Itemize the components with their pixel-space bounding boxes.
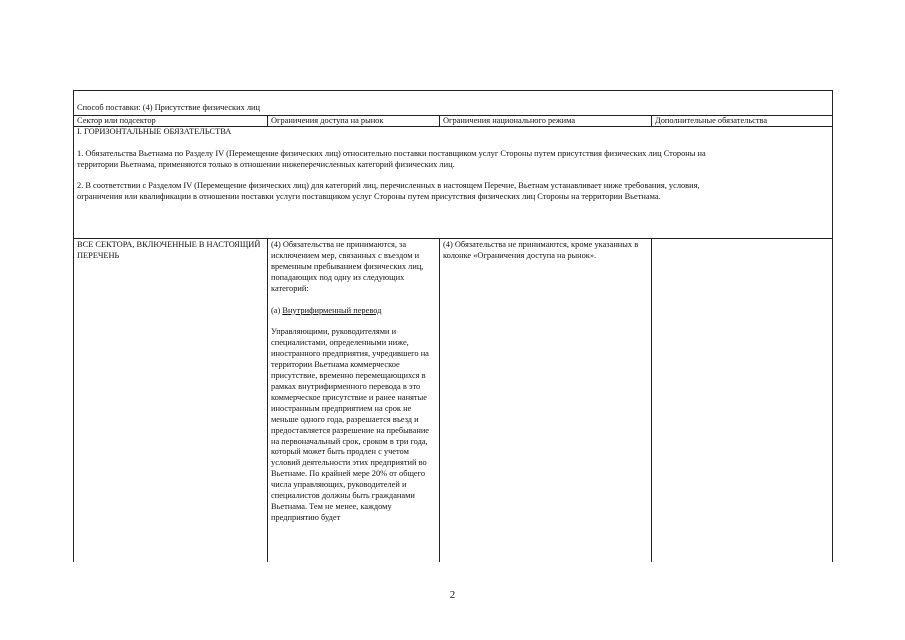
horizontal-commitments-section (74, 127, 832, 239)
page-number: 2 (449, 589, 456, 601)
horizontal-commitments-title: I. ГОРИЗОНТАЛЬНЫЕ ОБЯЗАТЕЛЬСТВА (77, 127, 232, 136)
subheading-prefix: (а) (271, 305, 283, 315)
mode-of-supply-row (74, 91, 832, 116)
sector-cell (74, 239, 268, 562)
horizontal-paragraph-1 (77, 149, 829, 171)
column-header-market-access: Ограничения доступа на рынок (268, 116, 440, 126)
all-sectors-row (74, 239, 832, 562)
paragraph-line: ограничения или квалификации в отношении поставки услуги поставщиком услуг Стороны путем присутствия физических лиц Стороны на территории Вьетнама. (77, 192, 661, 202)
national-treatment-cell (440, 239, 652, 562)
intra-corporate-transfer-heading (271, 306, 436, 317)
column-header-national-treatment: Ограничения национального режима (440, 116, 652, 126)
column-header-additional: Дополнительные обязательства (655, 116, 768, 125)
paragraph-line: 2. В соответствии с Разделом IV (Перемещение физических лиц) для категорий лиц, перечисленных в настоящем Перечне, Вьетнам устанавливает ниже требования, условия, (77, 181, 700, 191)
market-access-cell (268, 239, 440, 562)
paragraph-line: территории Вьетнама, применяются только в отношении нижеперечисленных категорий физических лиц. (77, 159, 455, 169)
additional-commitments-cell (652, 239, 833, 562)
intra-corporate-transfer-body: Управляющими, руководителями и специалистами, определенными ниже, иностранного предприятия, учредившего на территории Вьетнама коммерческое присутствие, временно перемещающихся в рамках внутрифирменного перевода в это коммерческое присутствие и ранее нанятые иностранным предприятием на срок не меньше одного года, разрешается въезд и предоставляется разрешение на пребывание на первоначальный срок, сроком в три года, который может быть продлен с учетом условий деятельности этих предприятий во Вьетнаме. По крайней мере 20% от общего числа управляющих, руководителей и специалистов должны быть гражданами Вьетнама. Тем не менее, каждому предприятию будет (271, 327, 430, 522)
national-treatment-text: (4) Обязательства не принимаются, кроме указанных в колонке «Ограничения доступа на рынок». (443, 240, 639, 260)
subheading-text: Внутрифирменный перевод (282, 305, 382, 315)
mode-of-supply: Способ поставки: (4) Присутствие физических лиц (77, 103, 261, 112)
sector-name: ВСЕ СЕКТОРА, ВКЛЮЧЕННЫЕ В НАСТОЯЩИЙ ПЕРЕЧЕНЬ (77, 240, 261, 260)
paragraph-line: 1. Обязательства Вьетнама по Разделу IV (Перемещение физических лиц) относительно поставки поставщиком услуг Стороны путем присутствия физических лиц Стороны на (77, 148, 706, 158)
market-access-intro: (4) Обязательства не принимаются, за исключением мер, связанных с въездом и временным пребыванием физических лиц, попадающих под одну из следующих категорий: (271, 240, 424, 293)
commitments-table (73, 90, 833, 562)
horizontal-paragraph-2 (77, 181, 829, 203)
column-header-sector: Сектор или подсектор (74, 116, 268, 126)
table-header-row (74, 116, 832, 127)
